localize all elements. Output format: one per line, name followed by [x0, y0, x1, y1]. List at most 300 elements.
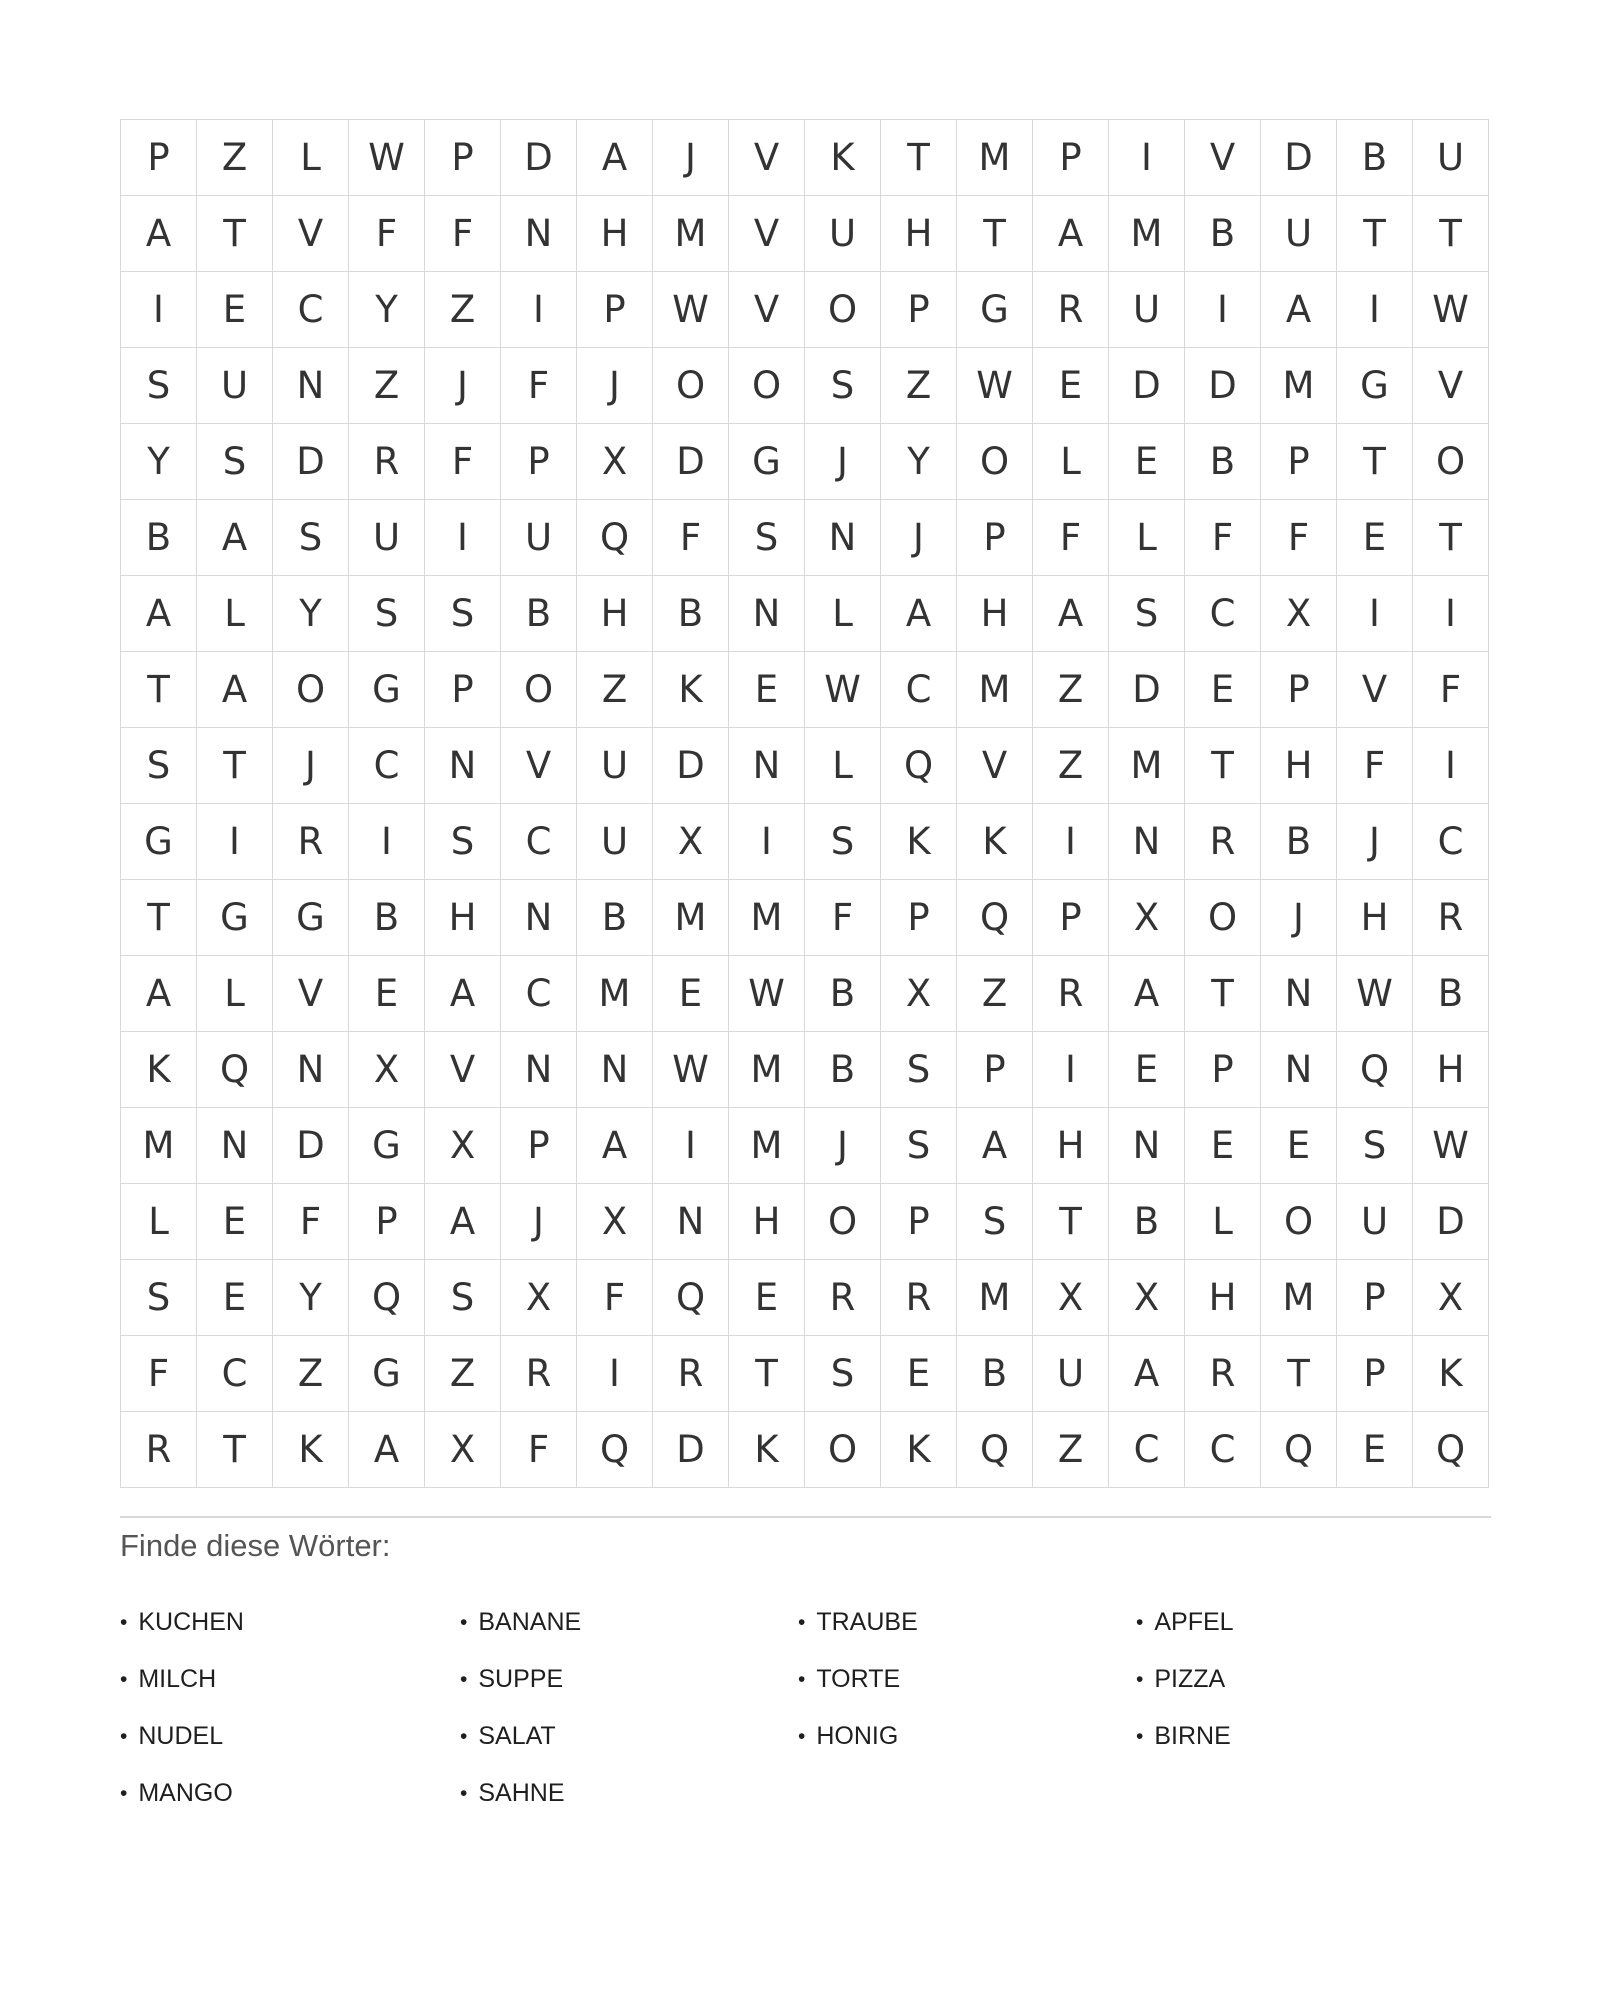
grid-cell[interactable]: F	[577, 1260, 653, 1336]
grid-cell[interactable]: I	[1033, 804, 1109, 880]
grid-cell[interactable]: O	[805, 1412, 881, 1488]
grid-cell[interactable]: Q	[1413, 1412, 1489, 1488]
grid-cell[interactable]: R	[349, 424, 425, 500]
grid-cell[interactable]: J	[1337, 804, 1413, 880]
grid-cell[interactable]: R	[1185, 804, 1261, 880]
grid-cell[interactable]: H	[1261, 728, 1337, 804]
grid-cell[interactable]: S	[121, 348, 197, 424]
grid-cell[interactable]: T	[1261, 1336, 1337, 1412]
grid-cell[interactable]: R	[1033, 956, 1109, 1032]
grid-cell[interactable]: X	[1109, 880, 1185, 956]
grid-cell[interactable]: B	[957, 1336, 1033, 1412]
grid-cell[interactable]: L	[805, 728, 881, 804]
grid-cell[interactable]: H	[1337, 880, 1413, 956]
grid-cell[interactable]: K	[273, 1412, 349, 1488]
grid-cell[interactable]: U	[1337, 1184, 1413, 1260]
grid-cell[interactable]: N	[197, 1108, 273, 1184]
grid-cell[interactable]: Y	[881, 424, 957, 500]
grid-cell[interactable]: V	[501, 728, 577, 804]
grid-cell[interactable]: T	[197, 196, 273, 272]
grid-cell[interactable]: G	[729, 424, 805, 500]
grid-cell[interactable]: Z	[425, 272, 501, 348]
grid-cell[interactable]: P	[881, 1184, 957, 1260]
grid-cell[interactable]: E	[653, 956, 729, 1032]
grid-cell[interactable]: I	[1033, 1032, 1109, 1108]
grid-cell[interactable]: T	[1337, 196, 1413, 272]
grid-cell[interactable]: O	[273, 652, 349, 728]
grid-cell[interactable]: A	[121, 196, 197, 272]
grid-cell[interactable]: C	[1413, 804, 1489, 880]
grid-cell[interactable]: J	[881, 500, 957, 576]
grid-cell[interactable]: B	[1261, 804, 1337, 880]
grid-cell[interactable]: A	[577, 1108, 653, 1184]
grid-cell[interactable]: J	[805, 424, 881, 500]
grid-cell[interactable]: N	[577, 1032, 653, 1108]
grid-cell[interactable]: I	[425, 500, 501, 576]
grid-cell[interactable]: X	[1261, 576, 1337, 652]
grid-cell[interactable]: U	[577, 728, 653, 804]
grid-cell[interactable]: W	[729, 956, 805, 1032]
grid-cell[interactable]: E	[349, 956, 425, 1032]
grid-cell[interactable]: D	[501, 120, 577, 196]
grid-cell[interactable]: N	[501, 196, 577, 272]
grid-cell[interactable]: I	[1185, 272, 1261, 348]
grid-cell[interactable]: P	[349, 1184, 425, 1260]
grid-cell[interactable]: A	[349, 1412, 425, 1488]
grid-cell[interactable]: D	[273, 424, 349, 500]
grid-cell[interactable]: M	[957, 652, 1033, 728]
grid-cell[interactable]: X	[577, 424, 653, 500]
grid-cell[interactable]: C	[1109, 1412, 1185, 1488]
grid-cell[interactable]: D	[653, 728, 729, 804]
grid-cell[interactable]: A	[1109, 1336, 1185, 1412]
grid-cell[interactable]: I	[653, 1108, 729, 1184]
grid-cell[interactable]: Z	[349, 348, 425, 424]
grid-cell[interactable]: P	[577, 272, 653, 348]
grid-cell[interactable]: E	[1033, 348, 1109, 424]
grid-cell[interactable]: E	[1261, 1108, 1337, 1184]
grid-cell[interactable]: R	[881, 1260, 957, 1336]
grid-cell[interactable]: R	[805, 1260, 881, 1336]
grid-cell[interactable]: U	[577, 804, 653, 880]
grid-cell[interactable]: W	[349, 120, 425, 196]
grid-cell[interactable]: V	[957, 728, 1033, 804]
grid-cell[interactable]: X	[1109, 1260, 1185, 1336]
grid-cell[interactable]: C	[349, 728, 425, 804]
grid-cell[interactable]: W	[805, 652, 881, 728]
grid-cell[interactable]: M	[957, 1260, 1033, 1336]
grid-cell[interactable]: I	[729, 804, 805, 880]
grid-cell[interactable]: T	[197, 1412, 273, 1488]
grid-cell[interactable]: A	[1109, 956, 1185, 1032]
grid-cell[interactable]: F	[1337, 728, 1413, 804]
grid-cell[interactable]: V	[729, 196, 805, 272]
grid-cell[interactable]: I	[197, 804, 273, 880]
grid-cell[interactable]: E	[881, 1336, 957, 1412]
grid-cell[interactable]: J	[501, 1184, 577, 1260]
grid-cell[interactable]: P	[957, 500, 1033, 576]
grid-cell[interactable]: N	[501, 1032, 577, 1108]
grid-cell[interactable]: G	[197, 880, 273, 956]
grid-cell[interactable]: E	[1185, 652, 1261, 728]
grid-cell[interactable]: C	[273, 272, 349, 348]
grid-cell[interactable]: Z	[577, 652, 653, 728]
grid-cell[interactable]: F	[501, 1412, 577, 1488]
grid-cell[interactable]: T	[1413, 500, 1489, 576]
grid-cell[interactable]: G	[349, 1336, 425, 1412]
grid-cell[interactable]: Y	[121, 424, 197, 500]
grid-cell[interactable]: S	[425, 804, 501, 880]
grid-cell[interactable]: C	[197, 1336, 273, 1412]
grid-cell[interactable]: T	[957, 196, 1033, 272]
grid-cell[interactable]: S	[121, 728, 197, 804]
grid-cell[interactable]: A	[197, 500, 273, 576]
grid-cell[interactable]: I	[501, 272, 577, 348]
grid-cell[interactable]: P	[501, 1108, 577, 1184]
grid-cell[interactable]: Z	[957, 956, 1033, 1032]
grid-cell[interactable]: Z	[197, 120, 273, 196]
grid-cell[interactable]: T	[881, 120, 957, 196]
grid-cell[interactable]: I	[1413, 728, 1489, 804]
grid-cell[interactable]: O	[653, 348, 729, 424]
grid-cell[interactable]: U	[805, 196, 881, 272]
grid-cell[interactable]: P	[1185, 1032, 1261, 1108]
grid-cell[interactable]: U	[197, 348, 273, 424]
grid-cell[interactable]: F	[273, 1184, 349, 1260]
grid-cell[interactable]: F	[1033, 500, 1109, 576]
grid-cell[interactable]: H	[881, 196, 957, 272]
grid-cell[interactable]: Q	[349, 1260, 425, 1336]
grid-cell[interactable]: N	[729, 728, 805, 804]
grid-cell[interactable]: U	[501, 500, 577, 576]
grid-cell[interactable]: V	[1337, 652, 1413, 728]
grid-cell[interactable]: P	[1261, 652, 1337, 728]
grid-cell[interactable]: D	[1413, 1184, 1489, 1260]
grid-cell[interactable]: S	[1337, 1108, 1413, 1184]
grid-cell[interactable]: C	[501, 956, 577, 1032]
grid-cell[interactable]: N	[653, 1184, 729, 1260]
grid-cell[interactable]: H	[1033, 1108, 1109, 1184]
grid-cell[interactable]: G	[349, 652, 425, 728]
grid-cell[interactable]: A	[881, 576, 957, 652]
grid-cell[interactable]: S	[805, 804, 881, 880]
grid-cell[interactable]: S	[121, 1260, 197, 1336]
grid-cell[interactable]: S	[197, 424, 273, 500]
grid-cell[interactable]: S	[805, 1336, 881, 1412]
grid-cell[interactable]: T	[121, 880, 197, 956]
grid-cell[interactable]: Z	[1033, 1412, 1109, 1488]
grid-cell[interactable]: A	[577, 120, 653, 196]
grid-cell[interactable]: W	[653, 1032, 729, 1108]
grid-cell[interactable]: N	[1109, 804, 1185, 880]
grid-cell[interactable]: I	[1413, 576, 1489, 652]
grid-cell[interactable]: E	[197, 1184, 273, 1260]
grid-cell[interactable]: K	[881, 804, 957, 880]
grid-cell[interactable]: I	[1337, 576, 1413, 652]
grid-cell[interactable]: U	[1109, 272, 1185, 348]
grid-cell[interactable]: T	[1337, 424, 1413, 500]
grid-cell[interactable]: J	[577, 348, 653, 424]
grid-cell[interactable]: W	[1413, 1108, 1489, 1184]
grid-cell[interactable]: F	[501, 348, 577, 424]
grid-cell[interactable]: M	[577, 956, 653, 1032]
grid-cell[interactable]: T	[121, 652, 197, 728]
grid-cell[interactable]: U	[1033, 1336, 1109, 1412]
grid-cell[interactable]: X	[501, 1260, 577, 1336]
grid-cell[interactable]: U	[1261, 196, 1337, 272]
grid-cell[interactable]: V	[1413, 348, 1489, 424]
grid-cell[interactable]: N	[729, 576, 805, 652]
grid-cell[interactable]: A	[1261, 272, 1337, 348]
grid-cell[interactable]: X	[425, 1108, 501, 1184]
grid-cell[interactable]: M	[1109, 728, 1185, 804]
grid-cell[interactable]: L	[273, 120, 349, 196]
grid-cell[interactable]: Z	[881, 348, 957, 424]
grid-cell[interactable]: L	[1033, 424, 1109, 500]
grid-cell[interactable]: O	[1261, 1184, 1337, 1260]
grid-cell[interactable]: D	[1109, 652, 1185, 728]
grid-cell[interactable]: Q	[1337, 1032, 1413, 1108]
grid-cell[interactable]: K	[1413, 1336, 1489, 1412]
grid-cell[interactable]: B	[1185, 424, 1261, 500]
grid-cell[interactable]: B	[805, 956, 881, 1032]
grid-cell[interactable]: F	[805, 880, 881, 956]
grid-cell[interactable]: N	[1261, 1032, 1337, 1108]
grid-cell[interactable]: H	[957, 576, 1033, 652]
grid-cell[interactable]: M	[1261, 1260, 1337, 1336]
grid-cell[interactable]: E	[1109, 1032, 1185, 1108]
grid-cell[interactable]: Q	[957, 1412, 1033, 1488]
grid-cell[interactable]: G	[349, 1108, 425, 1184]
grid-cell[interactable]: C	[1185, 576, 1261, 652]
grid-cell[interactable]: A	[1033, 196, 1109, 272]
grid-cell[interactable]: S	[1109, 576, 1185, 652]
grid-cell[interactable]: J	[805, 1108, 881, 1184]
grid-cell[interactable]: X	[425, 1412, 501, 1488]
grid-cell[interactable]: X	[1033, 1260, 1109, 1336]
grid-cell[interactable]: P	[425, 120, 501, 196]
grid-cell[interactable]: G	[121, 804, 197, 880]
grid-cell[interactable]: I	[1109, 120, 1185, 196]
grid-cell[interactable]: W	[957, 348, 1033, 424]
grid-cell[interactable]: R	[653, 1336, 729, 1412]
grid-cell[interactable]: Q	[1261, 1412, 1337, 1488]
grid-cell[interactable]: E	[1337, 1412, 1413, 1488]
grid-cell[interactable]: U	[349, 500, 425, 576]
grid-cell[interactable]: S	[729, 500, 805, 576]
grid-cell[interactable]: E	[197, 272, 273, 348]
grid-cell[interactable]: C	[501, 804, 577, 880]
grid-cell[interactable]: N	[501, 880, 577, 956]
grid-cell[interactable]: M	[121, 1108, 197, 1184]
grid-cell[interactable]: J	[653, 120, 729, 196]
grid-cell[interactable]: M	[653, 196, 729, 272]
grid-cell[interactable]: R	[501, 1336, 577, 1412]
grid-cell[interactable]: I	[1337, 272, 1413, 348]
grid-cell[interactable]: A	[425, 1184, 501, 1260]
grid-cell[interactable]: B	[349, 880, 425, 956]
grid-cell[interactable]: F	[1185, 500, 1261, 576]
grid-cell[interactable]: Z	[1033, 652, 1109, 728]
grid-cell[interactable]: F	[653, 500, 729, 576]
grid-cell[interactable]: T	[1413, 196, 1489, 272]
grid-cell[interactable]: N	[805, 500, 881, 576]
grid-cell[interactable]: A	[121, 576, 197, 652]
grid-cell[interactable]: N	[273, 1032, 349, 1108]
grid-cell[interactable]: B	[501, 576, 577, 652]
grid-cell[interactable]: Z	[1033, 728, 1109, 804]
grid-cell[interactable]: K	[653, 652, 729, 728]
grid-cell[interactable]: N	[425, 728, 501, 804]
grid-cell[interactable]: Q	[577, 500, 653, 576]
grid-cell[interactable]: G	[1337, 348, 1413, 424]
grid-cell[interactable]: J	[1261, 880, 1337, 956]
grid-cell[interactable]: T	[1185, 956, 1261, 1032]
grid-cell[interactable]: P	[1033, 880, 1109, 956]
grid-cell[interactable]: D	[1109, 348, 1185, 424]
grid-cell[interactable]: O	[501, 652, 577, 728]
grid-cell[interactable]: P	[121, 120, 197, 196]
grid-cell[interactable]: T	[197, 728, 273, 804]
grid-cell[interactable]: H	[577, 576, 653, 652]
grid-cell[interactable]: U	[1413, 120, 1489, 196]
grid-cell[interactable]: C	[1185, 1412, 1261, 1488]
grid-cell[interactable]: H	[1185, 1260, 1261, 1336]
grid-cell[interactable]: M	[1109, 196, 1185, 272]
grid-cell[interactable]: L	[197, 576, 273, 652]
grid-cell[interactable]: E	[1185, 1108, 1261, 1184]
grid-cell[interactable]: J	[425, 348, 501, 424]
grid-cell[interactable]: D	[273, 1108, 349, 1184]
grid-cell[interactable]: S	[881, 1032, 957, 1108]
grid-cell[interactable]: Y	[273, 576, 349, 652]
grid-cell[interactable]: S	[805, 348, 881, 424]
grid-cell[interactable]: F	[1261, 500, 1337, 576]
grid-cell[interactable]: P	[1033, 120, 1109, 196]
grid-cell[interactable]: N	[1109, 1108, 1185, 1184]
grid-cell[interactable]: F	[349, 196, 425, 272]
grid-cell[interactable]: V	[273, 196, 349, 272]
grid-cell[interactable]: L	[197, 956, 273, 1032]
grid-cell[interactable]: O	[805, 1184, 881, 1260]
grid-cell[interactable]: F	[425, 196, 501, 272]
grid-cell[interactable]: B	[121, 500, 197, 576]
grid-cell[interactable]: N	[1261, 956, 1337, 1032]
grid-cell[interactable]: W	[653, 272, 729, 348]
grid-cell[interactable]: B	[577, 880, 653, 956]
grid-cell[interactable]: S	[881, 1108, 957, 1184]
grid-cell[interactable]: V	[1185, 120, 1261, 196]
grid-cell[interactable]: B	[1413, 956, 1489, 1032]
grid-cell[interactable]: B	[653, 576, 729, 652]
grid-cell[interactable]: A	[121, 956, 197, 1032]
grid-cell[interactable]: P	[425, 652, 501, 728]
grid-cell[interactable]: R	[273, 804, 349, 880]
grid-cell[interactable]: I	[121, 272, 197, 348]
grid-cell[interactable]: R	[1033, 272, 1109, 348]
grid-cell[interactable]: R	[1413, 880, 1489, 956]
grid-cell[interactable]: B	[1337, 120, 1413, 196]
grid-cell[interactable]: Q	[197, 1032, 273, 1108]
grid-cell[interactable]: L	[1185, 1184, 1261, 1260]
grid-cell[interactable]: L	[1109, 500, 1185, 576]
grid-cell[interactable]: B	[1109, 1184, 1185, 1260]
grid-cell[interactable]: P	[957, 1032, 1033, 1108]
grid-cell[interactable]: E	[1109, 424, 1185, 500]
grid-cell[interactable]: K	[805, 120, 881, 196]
grid-cell[interactable]: M	[1261, 348, 1337, 424]
grid-cell[interactable]: O	[1413, 424, 1489, 500]
grid-cell[interactable]: P	[1337, 1260, 1413, 1336]
grid-cell[interactable]: V	[729, 120, 805, 196]
grid-cell[interactable]: E	[1337, 500, 1413, 576]
grid-cell[interactable]: E	[729, 652, 805, 728]
grid-cell[interactable]: N	[273, 348, 349, 424]
grid-cell[interactable]: X	[577, 1184, 653, 1260]
grid-cell[interactable]: M	[729, 880, 805, 956]
grid-cell[interactable]: O	[1185, 880, 1261, 956]
grid-cell[interactable]: V	[729, 272, 805, 348]
grid-cell[interactable]: M	[653, 880, 729, 956]
grid-cell[interactable]: Q	[957, 880, 1033, 956]
grid-cell[interactable]: C	[881, 652, 957, 728]
grid-cell[interactable]: E	[729, 1260, 805, 1336]
grid-cell[interactable]: P	[501, 424, 577, 500]
grid-cell[interactable]: M	[729, 1032, 805, 1108]
grid-cell[interactable]: K	[729, 1412, 805, 1488]
grid-cell[interactable]: A	[425, 956, 501, 1032]
grid-cell[interactable]: P	[881, 880, 957, 956]
grid-cell[interactable]: D	[1185, 348, 1261, 424]
grid-cell[interactable]: T	[729, 1336, 805, 1412]
grid-cell[interactable]: E	[197, 1260, 273, 1336]
grid-cell[interactable]: H	[729, 1184, 805, 1260]
grid-cell[interactable]: L	[121, 1184, 197, 1260]
grid-cell[interactable]: Z	[273, 1336, 349, 1412]
grid-cell[interactable]: H	[1413, 1032, 1489, 1108]
grid-cell[interactable]: S	[957, 1184, 1033, 1260]
grid-cell[interactable]: A	[957, 1108, 1033, 1184]
grid-cell[interactable]: P	[1337, 1336, 1413, 1412]
grid-cell[interactable]: D	[653, 424, 729, 500]
grid-cell[interactable]: T	[1185, 728, 1261, 804]
grid-cell[interactable]: S	[349, 576, 425, 652]
grid-cell[interactable]: K	[881, 1412, 957, 1488]
grid-cell[interactable]: S	[425, 1260, 501, 1336]
grid-cell[interactable]: V	[273, 956, 349, 1032]
grid-cell[interactable]: M	[729, 1108, 805, 1184]
grid-cell[interactable]: V	[425, 1032, 501, 1108]
grid-cell[interactable]: R	[1185, 1336, 1261, 1412]
grid-cell[interactable]: W	[1337, 956, 1413, 1032]
grid-cell[interactable]: B	[1185, 196, 1261, 272]
grid-cell[interactable]: P	[881, 272, 957, 348]
grid-cell[interactable]: H	[425, 880, 501, 956]
grid-cell[interactable]: I	[577, 1336, 653, 1412]
grid-cell[interactable]: P	[1261, 424, 1337, 500]
grid-cell[interactable]: F	[121, 1336, 197, 1412]
grid-cell[interactable]: M	[957, 120, 1033, 196]
grid-cell[interactable]: F	[425, 424, 501, 500]
grid-cell[interactable]: A	[197, 652, 273, 728]
grid-cell[interactable]: X	[653, 804, 729, 880]
grid-cell[interactable]: K	[121, 1032, 197, 1108]
grid-cell[interactable]: W	[1413, 272, 1489, 348]
grid-cell[interactable]: X	[1413, 1260, 1489, 1336]
grid-cell[interactable]: I	[349, 804, 425, 880]
grid-cell[interactable]: X	[349, 1032, 425, 1108]
grid-cell[interactable]: Q	[881, 728, 957, 804]
